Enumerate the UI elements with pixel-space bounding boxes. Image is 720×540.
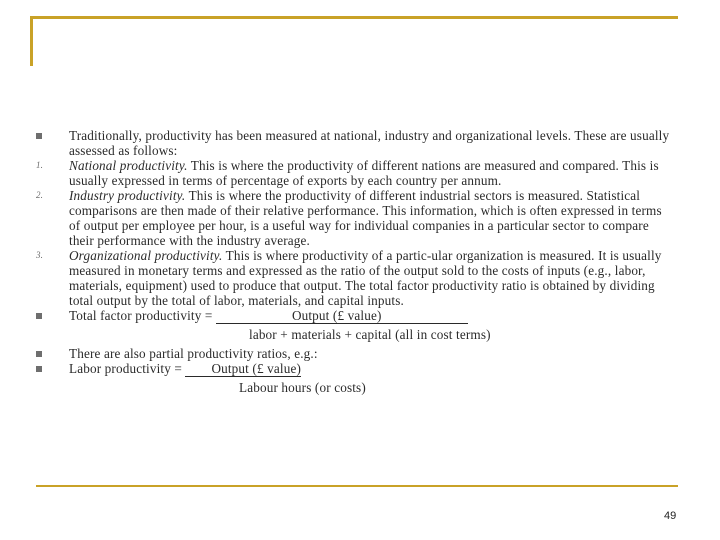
square-bullet-icon: [36, 133, 42, 139]
item-text: This is where productivity of a partic-ular organization is measured. It is usually measured in monetary terms and expressed as the ratio of the output sold to the costs of inputs (e.g., labor, materials, equipment) used to produce that output. The total factor productivity ratio is obtained by dividing total output by the total of labor, materials, and capital inputs.: [69, 248, 662, 308]
square-bullet-icon: [36, 366, 42, 372]
frame-bottom-rule: [36, 485, 678, 487]
total-factor-numerator-wrap: [216, 308, 468, 324]
partial-text: There are also partial productivity ratios, e.g.:: [69, 346, 318, 361]
list-item: [36, 188, 676, 248]
total-factor-numerator: Output (£ value): [291, 308, 382, 323]
frame-top-rule: [30, 16, 678, 19]
intro-bullet: [36, 128, 676, 158]
square-bullet-icon: [36, 351, 42, 357]
total-factor-label: Total factor productivity =: [69, 308, 216, 323]
labor-label: Labor productivity =: [69, 361, 186, 376]
list-item: [36, 248, 676, 308]
frame-left-rule: [30, 16, 33, 66]
item-title: National productivity.: [69, 158, 188, 173]
total-factor-denominator: labor + materials + capital (all in cost terms): [249, 327, 491, 342]
labor-numerator-wrap: [185, 361, 301, 377]
partial-bullet: [36, 346, 676, 361]
total-factor-bullet: [36, 308, 676, 342]
slide-content: [36, 128, 676, 395]
page-number: 49: [664, 510, 677, 522]
item-number: 3.: [36, 250, 44, 260]
labor-numerator: Output (£ value): [211, 361, 301, 376]
item-text: This is where the productivity of different nations are measured and compared. This is usually expressed in terms of percentage of exports by each country per annum.: [69, 158, 659, 188]
item-title: Organizational productivity.: [69, 248, 223, 263]
intro-text: Traditionally, productivity has been measured at national, industry and organizational levels. These are usually assessed as follows:: [69, 128, 670, 158]
list-item: [36, 158, 676, 188]
item-number: 2.: [36, 190, 44, 200]
labor-denominator: Labour hours (or costs): [239, 380, 366, 395]
item-number: 1.: [36, 160, 44, 170]
labor-bullet: [36, 361, 676, 395]
square-bullet-icon: [36, 313, 42, 319]
item-title: Industry productivity.: [69, 188, 186, 203]
item-text: This is where the productivity of different industrial sectors is measured. Statistical comparisons are then made of their relative performance. This information, which is often expressed in terms of output per employee per hour, is a useful way for individual companies in a particular sector to compare their performance with the industry average.: [69, 188, 662, 248]
